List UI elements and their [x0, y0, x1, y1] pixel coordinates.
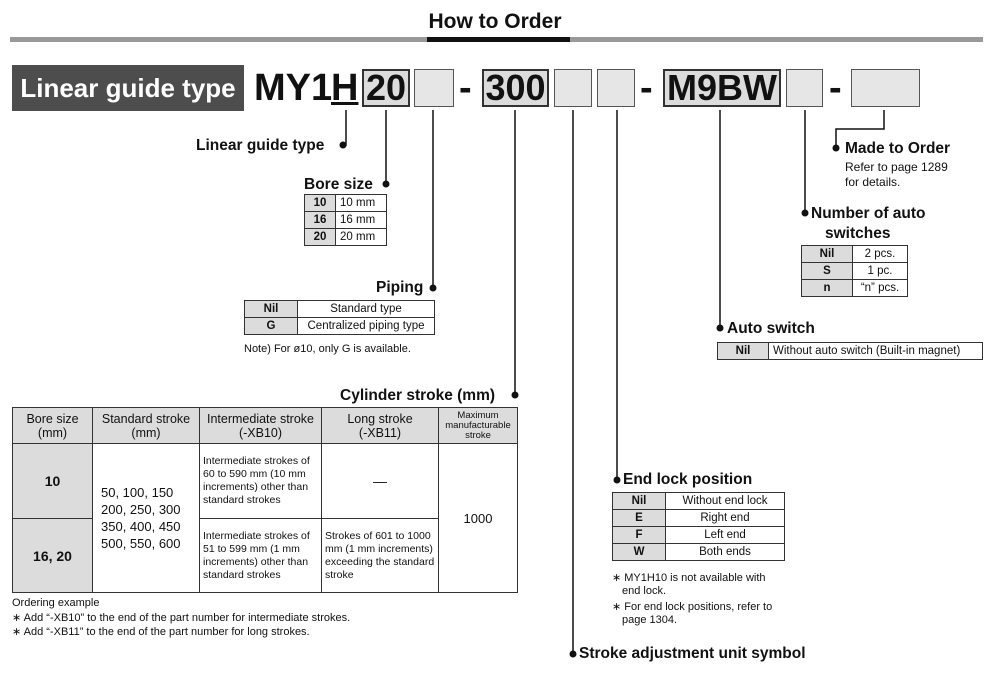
table-row: Nil Standard type [245, 301, 435, 318]
series-code: MY1 [254, 67, 333, 109]
switch-count-label: switches [825, 225, 891, 242]
table-row: Nil Without auto switch (Built-in magnet) [718, 343, 983, 360]
table-row: 10 10 mm [305, 195, 387, 212]
made-to-order-label: Made to Order [845, 140, 951, 157]
bore-code-box: 20 [362, 69, 410, 107]
table-row: E Right end [613, 510, 785, 527]
end-lock-note: end lock. [622, 585, 667, 597]
stroke-code-box: 300 [482, 69, 549, 107]
table-row: F Left end [613, 527, 785, 544]
linear-guide-label: Linear guide type [196, 137, 325, 154]
auto-switch-table [717, 342, 983, 360]
auto-switch-label: Auto switch [727, 320, 815, 337]
end-lock-table [612, 492, 785, 561]
stroke-adjust-label: Stroke adjustment unit symbol [579, 645, 806, 662]
table-row: Nil 2 pcs. [802, 246, 908, 263]
switch-count-label: Number of auto [811, 205, 926, 222]
end-lock-label: End lock position [623, 471, 753, 488]
end-lock-note: ∗ For end lock positions, refer to [612, 601, 773, 613]
table-row: S 1 pc. [802, 263, 908, 280]
table-row: 20 20 mm [305, 229, 387, 246]
cylinder-stroke-table [12, 407, 518, 593]
type-badge: Linear guide type [12, 65, 244, 111]
ordering-note: ∗ Add “-XB10” to the end of the part number for intermediate strokes. [12, 612, 351, 624]
table-row: 16, 20 Intermediate strokes of 51 to 599 mm (1 mm increments) other than standard strokes Strokes of 601 to 1000 mm (1 mm increments) exceeding the standard stroke [13, 519, 518, 593]
table-header-row: Bore size (mm) Standard stroke (mm) Intermediate stroke (-XB10) Long stroke (-XB11) Maximum manufacturable stroke [13, 408, 518, 444]
page-title: How to Order [428, 10, 562, 33]
piping-label: Piping [376, 279, 424, 296]
bore-size-table [304, 194, 387, 246]
piping-table [244, 300, 435, 335]
ordering-note: ∗ Add “-XB11” to the end of the part number for long strokes. [12, 626, 310, 638]
bore-size-label: Bore size [304, 176, 373, 193]
dash-separator: - [829, 67, 842, 109]
table-row: Nil Without end lock [613, 493, 785, 510]
made-to-order-note: for details. [845, 175, 901, 189]
dash-separator: - [459, 67, 472, 109]
piping-note: Note) For ø10, only G is available. [244, 343, 411, 355]
auto-switch-code-box: M9BW [663, 69, 781, 107]
cylinder-stroke-label: Cylinder stroke (mm) [340, 387, 496, 404]
table-row: W Both ends [613, 544, 785, 561]
table-row: 10 50, 100, 150 200, 250, 300 350, 400, 450 500, 550, 600 Intermediate strokes of 60 to 590 mm (10 mm increments) other than standard strokes — 1000 [13, 444, 518, 519]
dash-separator: - [640, 67, 653, 109]
table-row: n “n” pcs. [802, 280, 908, 297]
ordering-example: Ordering example [12, 597, 100, 609]
end-lock-note: ∗ MY1H10 is not available with [612, 572, 766, 584]
table-row: 16 16 mm [305, 212, 387, 229]
switch-count-table [801, 245, 908, 297]
end-lock-note: page 1304. [622, 614, 678, 626]
table-row: G Centralized piping type [245, 318, 435, 335]
made-to-order-note: Refer to page 1289 [845, 160, 948, 174]
linear-guide-code: H [331, 67, 359, 109]
